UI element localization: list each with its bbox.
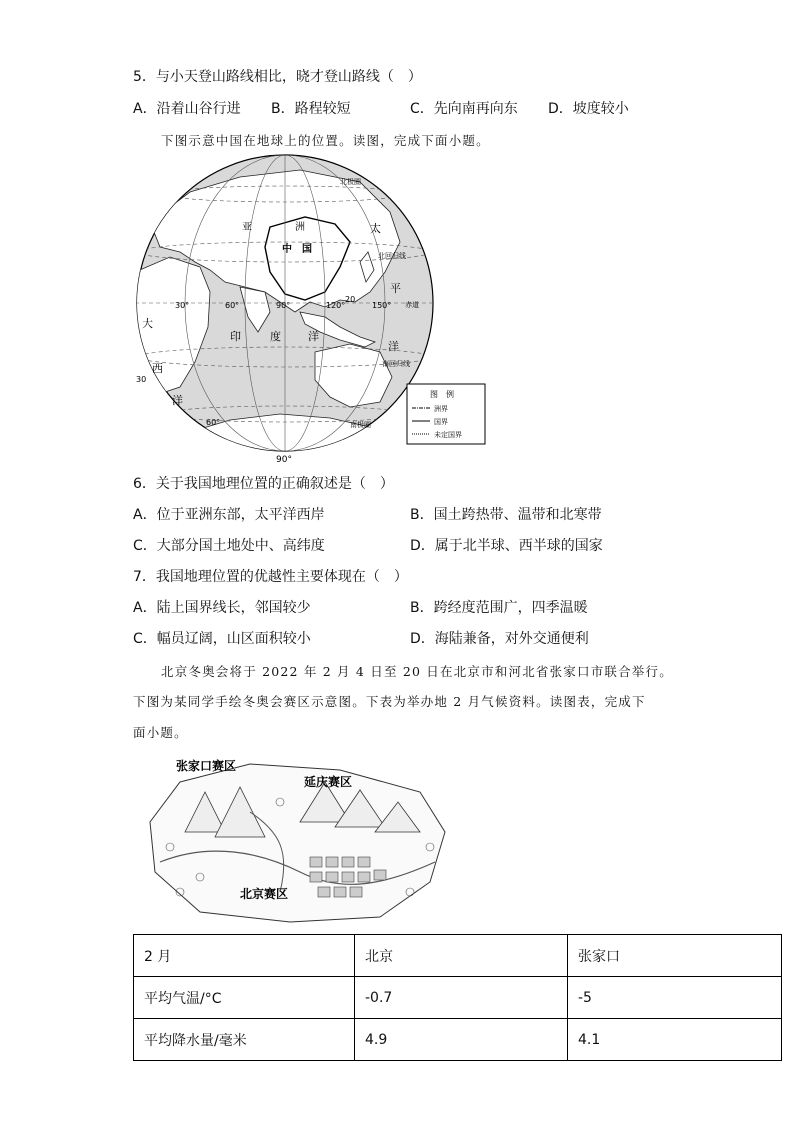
q6-option-b: B．国土跨热带、温带和北寒带 — [410, 507, 602, 523]
globe-legend — [407, 384, 485, 444]
label-pacific-2: 平 — [390, 282, 401, 295]
question-5-stem: 5．与小天登山路线相比，晓才登山路线（ ） — [133, 69, 422, 85]
table-cell: -5 — [568, 977, 782, 1019]
label-tropic-capricorn: 南回归线 — [382, 360, 410, 368]
label-atlantic-2: 西 — [152, 362, 163, 375]
q6-option-a: A．位于亚洲东部，太平洋西岸 — [133, 507, 325, 523]
olympic-zone-map — [140, 752, 450, 924]
label-equator: 赤道 — [405, 301, 419, 309]
legend-item-continent: 洲界 — [434, 405, 448, 413]
label-lon-120: 120° — [326, 301, 346, 310]
table-row — [134, 977, 782, 1019]
label-lon-150: 150° — [372, 301, 392, 310]
label-lon-60: 60° — [225, 301, 240, 310]
intro-olympics-line-1: 北京冬奥会将于 2022 年 2 月 4 日至 20 日在北京市和河北省张家口市联合举行。 — [161, 664, 673, 679]
q7-option-c: C．幅员辽阔，山区面积较小 — [133, 631, 311, 647]
label-arctic-circle: 北极圈 — [340, 178, 361, 186]
label-indian-3: 洋 — [308, 330, 319, 343]
q5-option-a: A．沿着山谷行进 — [133, 101, 241, 117]
q7-option-b: B．跨经度范围广，四季温暖 — [410, 600, 588, 616]
intro-olympics-line-3: 面小题。 — [133, 725, 188, 740]
label-pacific-1: 太 — [370, 222, 381, 235]
legend-item-border: 国界 — [434, 418, 448, 426]
table-cell: 平均降水量/毫米 — [134, 1019, 355, 1061]
label-asia-2: 洲 — [295, 222, 305, 233]
label-lat-30s: 30 — [136, 375, 147, 384]
zone-zhangjiakou: 张家口赛区 — [176, 759, 237, 773]
table-cell: 4.1 — [568, 1019, 782, 1061]
table-cell: -0.7 — [355, 977, 568, 1019]
q6-option-d: D．属于北半球、西半球的国家 — [410, 538, 603, 554]
label-atlantic-3: 洋 — [172, 394, 183, 407]
zone-beijing: 北京赛区 — [240, 887, 289, 901]
table-row — [134, 1019, 782, 1061]
legend-title: 图 例 — [430, 390, 454, 399]
q5-option-b: B．路程较短 — [271, 101, 351, 117]
q5-option-d: D．坡度较小 — [548, 101, 629, 117]
label-lat-20: 20 — [345, 295, 356, 304]
label-indian-1: 印 — [230, 330, 241, 343]
intro-globe: 下图示意中国在地球上的位置。读图，完成下面小题。 — [161, 133, 490, 148]
label-atlantic-1: 大 — [142, 317, 153, 330]
label-pacific-3: 洋 — [388, 340, 399, 353]
question-7-stem: 7．我国地理位置的优越性主要体现在（ ） — [133, 569, 408, 585]
bottom-latitude-label: 90° — [276, 455, 292, 465]
table-header-cell: 2 月 — [134, 935, 355, 977]
label-lat-60s: 60° — [206, 418, 221, 427]
question-6-stem: 6．关于我国地理位置的正确叙述是（ ） — [133, 476, 394, 492]
q7-option-a: A．陆上国界线长，邻国较少 — [133, 600, 311, 616]
table-cell: 平均气温/°C — [134, 977, 355, 1019]
label-lon-90: 90° — [276, 301, 291, 310]
map-outline — [150, 764, 445, 922]
climate-table — [133, 934, 782, 1061]
globe-map — [130, 152, 490, 467]
table-header-row — [134, 935, 782, 977]
label-china: 中 国 — [282, 244, 312, 255]
legend-item-undetermined: 未定国界 — [434, 431, 462, 439]
q7-option-d: D．海陆兼备，对外交通便利 — [410, 631, 589, 647]
q6-option-c: C．大部分国土地处中、高纬度 — [133, 538, 325, 554]
table-header-cell: 北京 — [355, 935, 568, 977]
q5-option-c: C．先向南再向东 — [410, 101, 518, 117]
label-asia-1: 亚 — [242, 222, 252, 233]
label-lon-30: 30° — [175, 301, 190, 310]
label-indian-2: 度 — [270, 330, 281, 343]
table-header-cell: 张家口 — [568, 935, 782, 977]
intro-olympics-line-2: 下图为某同学手绘冬奥会赛区示意图。下表为举办地 2 月气候资料。读图表，完成下 — [133, 694, 646, 709]
label-antarctic-circle: 南极圈 — [350, 421, 371, 429]
table-cell: 4.9 — [355, 1019, 568, 1061]
label-tropic-cancer: 北回归线 — [378, 252, 406, 260]
zone-yanqing: 延庆赛区 — [304, 775, 353, 789]
